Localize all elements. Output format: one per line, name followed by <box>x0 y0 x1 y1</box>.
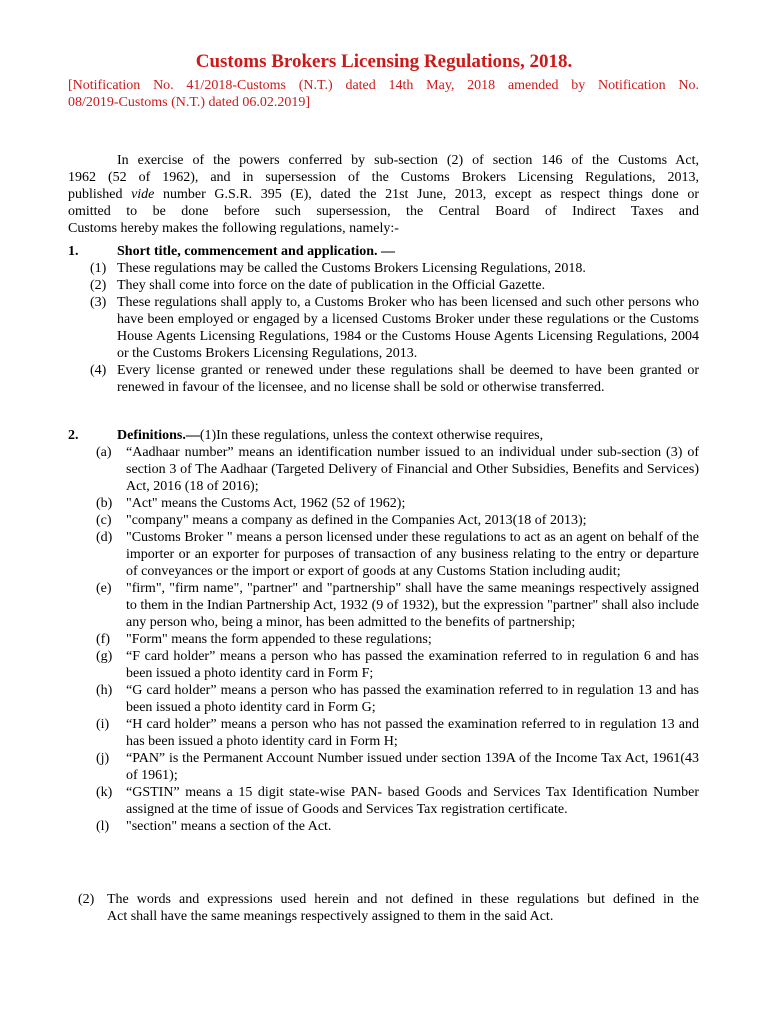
item-label: (a) <box>96 445 112 460</box>
item-label: (2) <box>78 892 95 907</box>
preamble-vide: vide <box>131 187 155 202</box>
item-label: (b) <box>96 496 113 511</box>
preamble-line <box>68 186 699 203</box>
item-text: "company" means a company as defined in the Companies Act, 2013(18 of 2013); <box>126 513 587 528</box>
preamble-line: In exercise of the powers conferred by sub-section (2) of section 146 of the Customs Act, <box>117 153 699 168</box>
item-text: "section" means a section of the Act. <box>126 819 332 834</box>
preamble-line: Customs hereby makes the following regulations, namely:- <box>68 221 399 236</box>
item-text: Every license granted or renewed under these regulations shall be deemed to have been granted or renewed in favour of the licensee, and no license shall be sold or otherwise transferred. <box>117 363 699 395</box>
item-text: “PAN” is the Permanent Account Number issued under section 139A of the Income Tax Act, 1961(43 of 1961); <box>126 751 699 783</box>
item-label: (2) <box>90 278 107 293</box>
definition-item <box>68 682 699 716</box>
item-text: They shall come into force on the date of publication in the Official Gazette. <box>117 278 546 293</box>
definitions-list <box>68 444 699 835</box>
item-text: “Aadhaar number” means an identification number issued to an individual under sub-section (3) of section 3 of The Aadhaar (Targeted Delivery of Financial and Other Subsidies, Benefits and Services) Act, 2016 (18 of 2016); <box>126 445 699 494</box>
item-label: (l) <box>96 819 110 834</box>
list-item <box>68 362 699 396</box>
definition-item <box>68 580 699 631</box>
definition-item <box>68 784 699 818</box>
item-text: "Customs Broker " means a person licensed under these regulations to act as an agent on behalf of the importer or an exporter for purposes of transaction of any business relating to the entry or departure of conveyances or the import or export of goods at any Customs Station including audit; <box>126 530 699 579</box>
item-text: "Form" means the form appended to these regulations; <box>126 632 432 647</box>
definition-item <box>68 716 699 750</box>
section-2-heading <box>68 427 699 444</box>
list-item <box>68 277 699 294</box>
section-title: Short title, commencement and application. — <box>117 244 396 259</box>
item-label: (h) <box>96 683 113 698</box>
section-1-items <box>68 260 699 396</box>
subsection-2-line-2: Act shall have the same meanings respectively assigned to them in the said Act. <box>107 909 554 924</box>
section-number: 1. <box>68 244 79 259</box>
item-text: “GSTIN” means a 15 digit state-wise PAN- based Goods and Services Tax Identification Number assigned at the time of issue of Goods and Services Tax registration certificate. <box>126 785 699 817</box>
item-text: “G card holder” means a person who has passed the examination referred to in regulation 13 and has been issued a photo identity card in Form G; <box>126 683 699 715</box>
item-text: “H card holder” means a person who has not passed the examination referred to in regulation 13 and has been issued a photo identity card in Form H; <box>126 717 699 749</box>
item-label: (e) <box>96 581 112 596</box>
notification-line-1: [Notification No. 41/2018-Customs (N.T.) dated 14th May, 2018 amended by Notification No. <box>68 78 699 93</box>
item-label: (k) <box>96 785 113 800</box>
section-title <box>117 427 543 444</box>
item-label: (1) <box>90 261 107 276</box>
subsection-2-line-1: The words and expressions used herein and not defined in these regulations but defined in the <box>107 892 699 907</box>
item-label: (4) <box>90 363 107 378</box>
item-label: (j) <box>96 751 110 766</box>
item-label: (g) <box>96 649 113 664</box>
item-label: (3) <box>90 295 107 310</box>
item-text: These regulations shall apply to, a Customs Broker who has been licensed and such other persons who have been employed or engaged by a licensed Customs Broker under these regulations or the Customs House Agents Licensing Regulations, 1984 or the Customs House Agents Licensing Regulations, 2004 or the Customs Brokers Licensing Regulations, 2013. <box>117 295 699 361</box>
list-item <box>68 260 699 277</box>
definition-item <box>68 818 699 835</box>
item-label: (f) <box>96 632 110 647</box>
item-text: These regulations may be called the Customs Brokers Licensing Regulations, 2018. <box>117 261 586 276</box>
subsection-2 <box>78 891 699 925</box>
definition-item <box>68 495 699 512</box>
item-label: (c) <box>96 513 112 528</box>
preamble-paragraph <box>68 152 699 237</box>
definition-item <box>68 648 699 682</box>
preamble-line: 1962 (52 of 1962), and in supersession of the Customs Brokers Licensing Regulations, 2013, <box>68 170 699 185</box>
definition-item <box>68 512 699 529</box>
notification-reference <box>68 77 699 111</box>
item-text: “F card holder” means a person who has passed the examination referred to in regulation 6 and has been issued a photo identity card in Form F; <box>126 649 699 681</box>
preamble-text: published <box>68 187 132 202</box>
preamble-text: number G.S.R. 395 (E), dated the 21st June, 2013, except as respect things done or <box>154 187 699 202</box>
section-1 <box>68 243 699 396</box>
document-title: Customs Brokers Licensing Regulations, 2018. <box>195 51 573 72</box>
definition-item <box>68 444 699 495</box>
list-item <box>68 294 699 362</box>
item-label: (d) <box>96 530 113 545</box>
item-text: "Act" means the Customs Act, 1962 (52 of 1962); <box>126 496 406 511</box>
section-title-bold: Definitions.— <box>117 428 200 443</box>
item-text: "firm", "firm name", "partner" and "partnership" shall have the same meanings respectively assigned to them in the Indian Partnership Act, 1932 (9 of 1932), but the expression "partner" shall also include any person who, being a minor, has been admitted to the benefits of partnership; <box>126 581 699 630</box>
definition-item <box>68 529 699 580</box>
section-title-rest: (1)In these regulations, unless the context otherwise requires, <box>199 428 544 443</box>
definition-item <box>68 631 699 648</box>
notification-line-2: 08/2019-Customs (N.T.) dated 06.02.2019] <box>68 95 310 110</box>
section-1-heading <box>68 243 699 260</box>
definition-item <box>68 750 699 784</box>
item-label: (i) <box>96 717 110 732</box>
section-2 <box>68 427 699 835</box>
preamble-line: omitted to be done before such supersession, the Central Board of Indirect Taxes and <box>68 204 699 219</box>
section-number: 2. <box>68 428 79 443</box>
